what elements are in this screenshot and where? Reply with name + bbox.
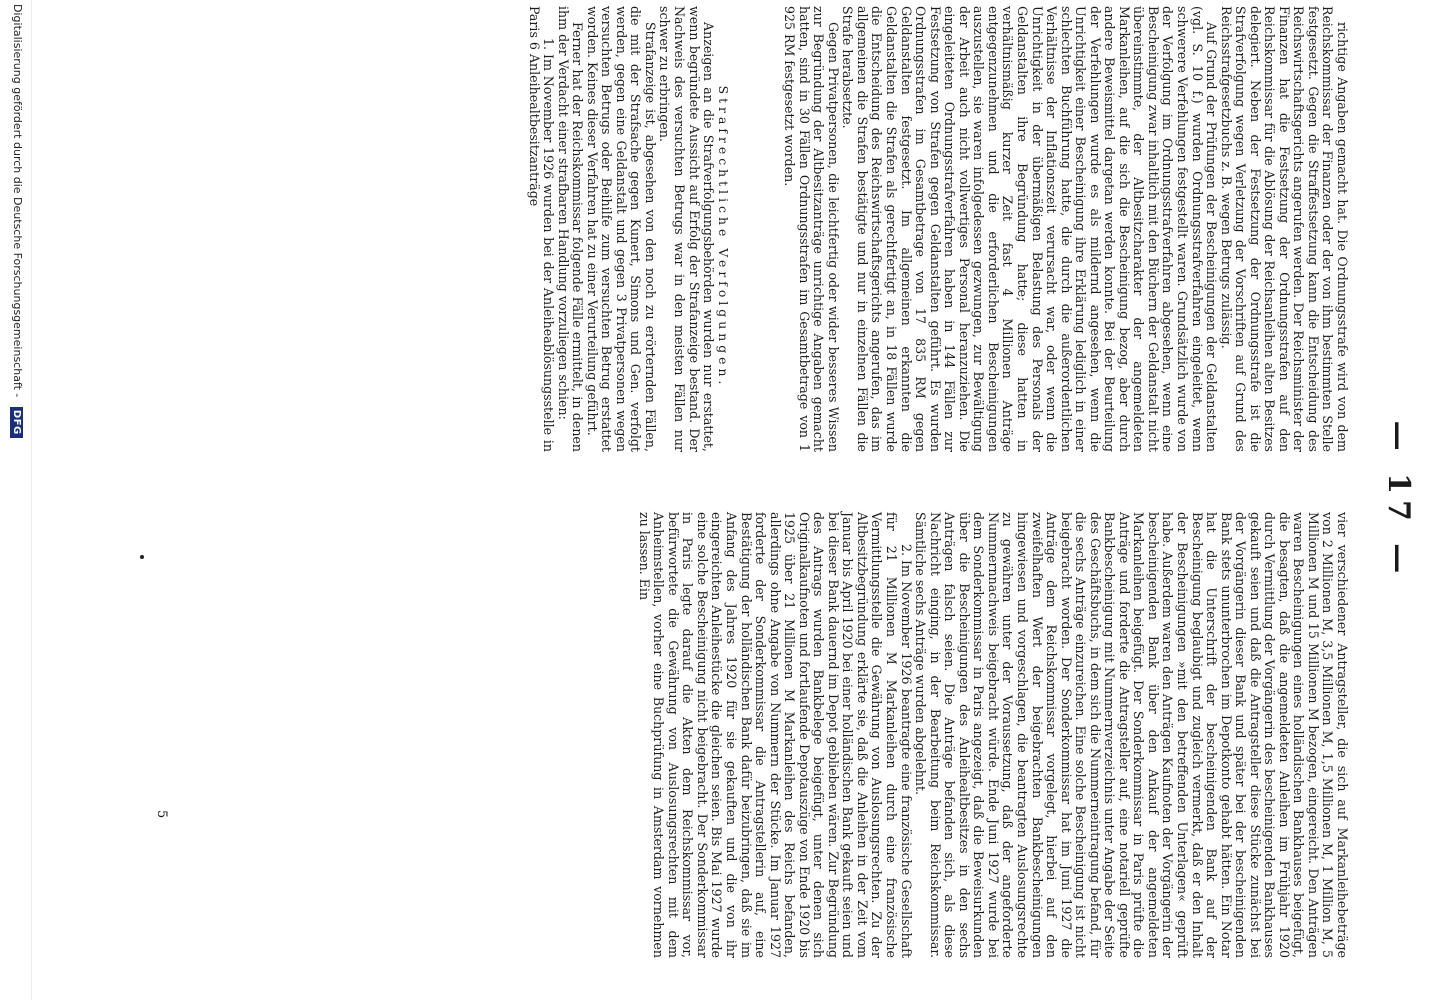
paragraph: richtige Angaben gemacht hat. Die Ordnungsstrafe wird von dem Reichskommissar der Finanzen oder der von ihm bestimmten Stelle festgesetzt. Gegen die Straffestsetzung kann die Entscheidung des Reichswirtschaftsgerichts angerufen werden. Der Reichsminister der Finanzen hat die Festsetzung der Ordnungsstrafen auf den Reichskommissar für die Ablösung der Reichsanleihen alten Besitzes delegiert. Neben der Festsetzung der Ordnungsstrafe ist die Strafverfolgung wegen Verletzung der Vorschriften auf Grund des Reichsstrafgesetzbuchs z. B. wegen Betrugs zulässig. — [1218, 6, 1350, 452]
list-item-number: 2. — [898, 544, 914, 557]
print-mark — [140, 555, 144, 559]
left-column — [526, 6, 1349, 452]
right-column — [636, 512, 1349, 958]
list-item — [526, 6, 555, 452]
page-number: — 17 — — [1381, 420, 1416, 580]
footer-rule — [31, 0, 32, 1000]
paragraph: Strafanzeige ist, abgesehen von den noch zu erörternden Fällen, die mit der Strafsache gegen Kunert, Simons und Gen. verfolgt werden, gegen eine Geldanstalt und gegen 3 Privatpersonen wegen versuchten Betrugs oder Beihilfe zum versuchten Betrug erstattet worden. Keines dieser Verfahren hat zu einer Verurteilung geführt. — [584, 6, 658, 452]
paragraph: vier verschiedener Antragsteller, die sich auf Markanleihebeträge von 2 Millionen M, 3,5 Millionen M, 1,5 Millionen M, 1 Million M, 5 Millionen M und 15 Millionen M bezogen, eingereicht. Den Anträgen waren Bescheinigungen eines holländischen Bankhauses beigefügt, die besagten, daß die angemeldeten Anleihen im Frühjahr 1920 durch Vermittlung der Vorgängerin des bescheinigenden Bankhauses gekauft seien und daß die Antragsteller diese Stücke zunächst bei der Vorgängerin dieser Bank und später bei der bescheinigenden Bank stets ununterbrochen im Depotkonto gehabt hätten. Ein Notar hat die Unterschrift der bescheinigenden Bank auf der Bescheinigung beglaubigt und zugleich vermerkt, daß er den Inhalt der Bescheinigungen »mit den betreffenden Unterlagen« geprüft habe. Außerdem waren den Anträgen Kaufnoten der Vorgängerin der bescheinigenden Bank über den Ankauf der angemeldeten Markanleihen beigefügt. Der Sonderkommissar in Paris prüfte die Anträge und forderte die Antragsteller auf, eine notariell geprüfte Bankbescheinigung mit Nummernverzeichnis unter Angabe der Seite des Geschäftsbuchs, in dem sich die Nummerneintragung befand, für die sechs Anträge einzureichen. Eine solche Bescheinigung ist nicht beigebracht worden. Der Sonderkommissar hat im Juni 1927 die Anträge dem Reichskommissar vorgelegt, hierbei auf den zweifelhaften Wert der beigebrachten Bankbescheinigungen hingewiesen und vorgeschlagen, die beantragten Auslosungsrechte zu gewähren unter der Voraussetzung, daß der angeforderte Nummernnachweis beigebracht würde. Ende Juni 1927 wurde bei dem Sonderkommissar in Paris angezeigt, daß die Beweisurkunden über die Bescheinigungen des Anleihealtbesitzes in den sechs Anträgen falsch seien. Die Anträge befanden sich, als diese Nachricht einging, in der Bearbeitung beim Reichskommissar. Sämtliche sechs Anträge wurden abgelehnt. — [913, 512, 1350, 958]
section-heading: Strafrechtliche Verfolgungen. — [715, 85, 731, 389]
digitization-credit — [11, 0, 25, 1000]
signature-number: 5 — [154, 810, 169, 819]
paragraph: Anzeigen an die Strafverfolgungsbehörden wurden nur erstattet, wenn begründete Aussicht auf Erfolg der Strafanzeige bestand. Der Nachweis des versuchten Betrugs war in den meisten Fällen nur schwer zu erbringen. — [657, 6, 717, 452]
list-item-number: 1. — [541, 38, 557, 51]
list-item — [636, 512, 912, 958]
list-item-text: Im November 1926 beantragte eine französische Gesellschaft für 21 Millionen M Markanleihen durch eine französische Vermittlungsstelle die Gewährung von Auslosungsrechten. Zu der Altbesitzbegründung erklärte sie, daß die Anleihen in der Zeit vom Januar bis April 1920 bei einer holländischen Bank gekauft seien und bei dieser Bank dauernd im Depot geblieben wären. Zur Begründung des Antrags wurden Bankbelege beigefügt, unter denen sich Originalkaufnoten und fortlaufende Depotauszüge von Ende 1920 bis 1925 über 21 Millionen M Markanleihen des Reichs befanden, allerdings ohne Angabe von Nummern der Stücke. Im Januar 1927 forderte der Sonderkommissar die Antragstellerin auf, eine Bestätigung der holländischen Bank dafür beizubringen, daß sie im Anfang des Jahres 1920 für sie gekauften und die von ihr eingereichten Anleihestücke die gleichen seien. Bis Mai 1927 wurde eine solche Bescheinigung nicht beigebracht. Der Sonderkommissar in Paris legte darauf die Akten dem Reichskommissar vor, befürwortete die Gewährung von Auslosungsrechten mit dem Anheimstellen, vorher eine Buchprüfung in Amsterdam vornehmen zu lassen. Ein — [636, 512, 914, 958]
paragraph: Auf Grund der Prüfungen der Bescheinigungen der Geldanstalten (vgl. S. 10 f.) wurden Ordnungsstrafverfahren eingeleitet, wenn schwerere Verfehlungen festgestellt waren. Grundsätzlich wurde von der Verfolgung im Ordnungsstrafverfahren abgesehen, wenn eine Bescheinigung zwar inhaltlich mit den Büchern der Geldanstalt nicht übereinstimmte, der Altbesitzcharakter der angemeldeten Markanleihen, auf die sich die Bescheinigung bezog, aber durch andere Beweismittel dargetan werden konnte. Bei der Beurteilung der Verfehlungen wurde es als mildernd angesehen, wenn die Unrichtigkeit einer Bescheinigung ihre Erklärung lediglich in einer schlechten Buchführung hatte, die durch die außerordentlichen Verhältnisse der Inflationszeit verursacht war, oder wenn die Unrichtigkeit in der übermäßigen Belastung des Personals der Geldanstalten ihre Begründung hatte; diese hatten in verhältnismäßig kurzer Zeit fast 4 Millionen Anträge entgegenzunehmen und die erforderlichen Bescheinigungen auszustellen, sie waren infolgedessen gezwungen, zur Bewältigung der Arbeit auch nicht vollwertiges Personal heranzuziehen. Die eingeleiteten Ordnungsstrafverfahren haben in 144 Fällen zur Festsetzung von Strafen gegen Geldanstalten geführt. Es wurden Ordnungsstrafen im Gesamtbetrage von 17 835 RM gegen Geldanstalten festgesetzt. Im allgemeinen erkannten die Geldanstalten die Strafen als gerechtfertigt an, in 18 Fällen wurde die Entscheidung des Reichswirtschaftsgerichts angerufen, das im allgemeinen die Strafen bestätigte und nur in einzelnen Fällen die Strafe herabsetzte. — [840, 6, 1220, 452]
paragraph: Gegen Privatpersonen, die leichtfertig oder wider besseres Wissen zur Begründung der Altbesitzanträge unrichtige Angaben gemacht hatten, sind in 30 Fällen Ordnungsstrafen im Gesamtbetrage von 1 925 RM festgesetzt worden. — [782, 6, 841, 452]
paragraph: Ferner hat der Reichskommissar folgende Fälle ermittelt, in denen ihm der Verdacht einer strafbaren Handlung vorzuliegen schien: — [555, 6, 586, 452]
list-item-text: Im November 1926 wurden bei der Anleiheablösungsstelle in Paris 6 Anleihealtbesitzanträge — [526, 6, 557, 452]
dfg-logo-icon: DFG — [11, 407, 24, 438]
credit-text: Digitalisierung gefördert durch die Deutsche Forschungsgemeinschaft - — [11, 4, 24, 398]
